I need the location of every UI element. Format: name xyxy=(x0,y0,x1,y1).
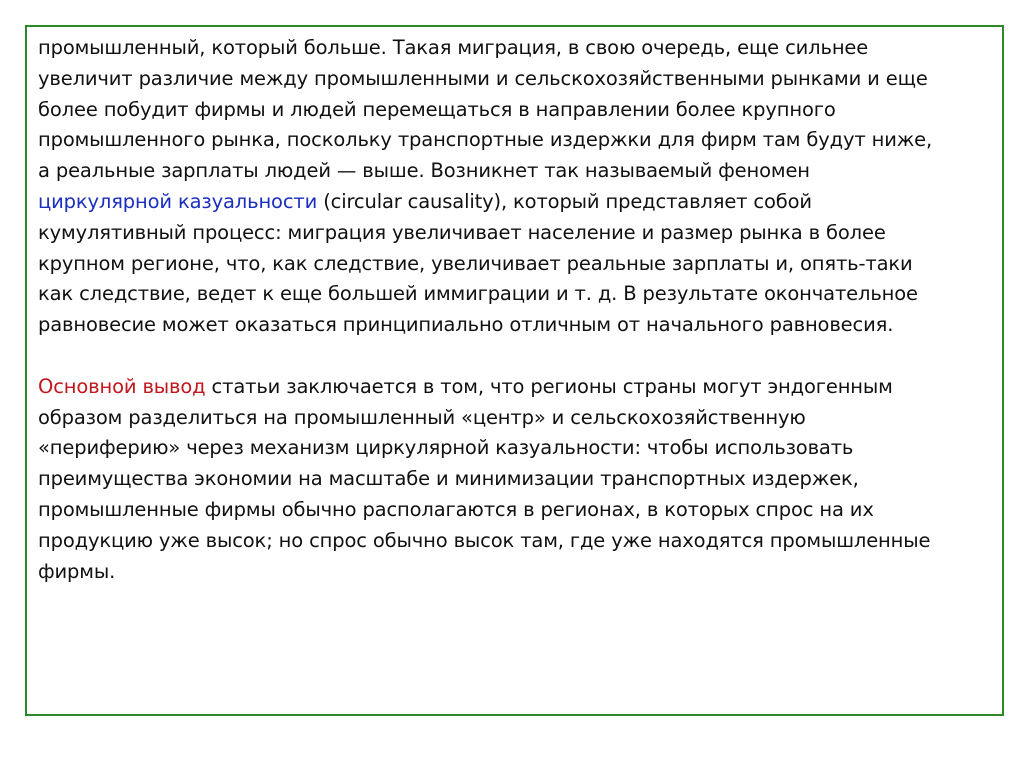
text-line: преимущества экономии на масштабе и минимизации транспортных издержек, xyxy=(38,467,859,491)
slide-content-frame xyxy=(25,25,1004,716)
text-line: фирмы. xyxy=(38,559,116,583)
text-line: «периферию» через механизм циркулярной казуальности: чтобы использовать xyxy=(38,436,854,460)
text-line: а реальные зарплаты людей — выше. Возникнет так называемый феномен xyxy=(38,159,810,183)
paragraph-gap xyxy=(38,341,998,372)
circular-causality-term-link[interactable]: циркулярной казуальности xyxy=(38,189,318,213)
body-text xyxy=(38,33,998,587)
text-line xyxy=(38,372,998,403)
text-line: кумулятивный процесс: миграция увеличивает население и размер рынка в более xyxy=(38,220,886,244)
text-fragment: (circular causality), который представляет собой xyxy=(317,189,812,213)
text-line: более побудит фирмы и людей перемещаться в направлении более крупного xyxy=(38,97,836,121)
text-line: увеличит различие между промышленными и сельскохозяйственными рынками и еще xyxy=(38,66,928,90)
text-line: продукцию уже высок; но спрос обычно высок там, где уже находятся промышленные xyxy=(38,528,931,552)
text-fragment: статьи заключается в том, что регионы страны могут эндогенным xyxy=(205,374,893,398)
text-line: равновесие может оказаться принципиально отличным от начального равновесия. xyxy=(38,313,894,337)
text-line: промышленные фирмы обычно располагаются в регионах, в которых спрос на их xyxy=(38,497,874,521)
text-line: промышленного рынка, поскольку транспортные издержки для фирм там будут ниже, xyxy=(38,128,933,152)
text-line: как следствие, ведет к еще большей иммиграции и т. д. В результате окончательное xyxy=(38,282,918,306)
main-conclusion-label: Основной вывод xyxy=(38,374,206,398)
text-line: образом разделиться на промышленный «центр» и сельскохозяйственную xyxy=(38,405,806,429)
text-line: промышленный, который больше. Такая миграция, в свою очередь, еще сильнее xyxy=(38,36,869,59)
text-line xyxy=(38,187,998,218)
text-line: крупном регионе, что, как следствие, увеличивает реальные зарплаты и, опять-таки xyxy=(38,251,913,275)
